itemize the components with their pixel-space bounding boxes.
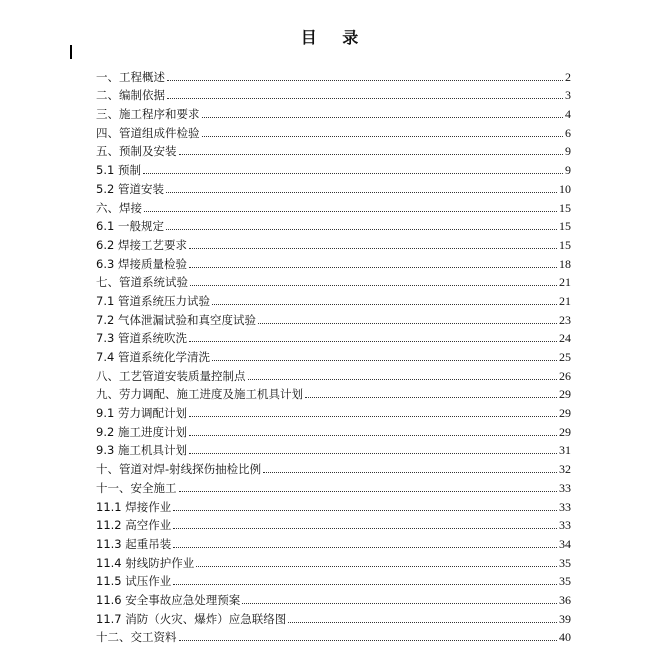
toc-entry-title: 五、预制及安装: [96, 144, 177, 159]
dot-leader: [242, 603, 557, 604]
dot-leader: [196, 566, 557, 567]
toc-entry-page-number: 34: [559, 536, 571, 551]
dot-leader: [173, 547, 557, 548]
toc-entry-page-number: 35: [559, 574, 571, 589]
toc-entry-page-number: 29: [559, 387, 571, 402]
toc-entry-page-number: 32: [559, 462, 571, 477]
toc-entry-page-number: 6: [565, 125, 571, 140]
toc-entry[interactable]: [96, 252, 571, 271]
dot-leader: [305, 397, 557, 398]
toc-entry-page-number: 23: [559, 312, 571, 327]
toc-entry-page-number: 2: [565, 69, 571, 84]
toc-entry-title: 7.1 管道系统压力试验: [96, 293, 210, 308]
toc-entry-title: 四、管道组成件检验: [96, 125, 200, 140]
toc-entry-title: 6.2 焊接工艺要求: [96, 237, 187, 252]
toc-entry-page-number: 21: [559, 293, 571, 308]
toc-entry[interactable]: [96, 532, 571, 551]
dot-leader: [202, 117, 564, 118]
toc-entry-page-number: 26: [559, 368, 571, 383]
toc-entry[interactable]: [96, 457, 571, 476]
toc-entry-title: 11.7 消防（火灾、爆炸）应急联络图: [96, 611, 287, 626]
toc-entry-title: 三、施工程序和要求: [96, 107, 200, 122]
toc-entry-title: 6.1 一般规定: [96, 219, 164, 234]
toc-entry-title: 11.2 高空作业: [96, 518, 172, 533]
dot-leader: [212, 360, 557, 361]
toc-entry-title: 十二、交工资料: [96, 630, 177, 645]
toc-entry-title: 十一、安全施工: [96, 480, 177, 495]
dot-leader: [167, 80, 563, 81]
toc-entry[interactable]: [96, 215, 571, 234]
toc-entry-title: 十、管道对焊-射线探伤抽检比例: [96, 462, 262, 477]
toc-entry-title: 八、工艺管道安装质量控制点: [96, 368, 246, 383]
toc-entry[interactable]: [96, 308, 571, 327]
table-of-contents: [96, 65, 571, 644]
toc-entry-page-number: 33: [559, 499, 571, 514]
toc-entry-title: 9.1 劳力调配计划: [96, 406, 187, 421]
dot-leader: [190, 285, 557, 286]
dot-leader: [166, 192, 557, 193]
toc-entry-title: 7.4 管道系统化学清洗: [96, 350, 210, 364]
toc-entry-page-number: 29: [559, 406, 571, 421]
toc-entry[interactable]: [96, 121, 571, 140]
toc-entry[interactable]: [96, 495, 571, 514]
toc-entry[interactable]: [96, 420, 571, 439]
dot-leader: [212, 304, 557, 305]
toc-entry[interactable]: [96, 84, 571, 103]
dot-leader: [189, 416, 557, 417]
toc-entry-title: 9.2 施工进度计划: [96, 424, 187, 439]
toc-entry-page-number: 3: [565, 88, 571, 103]
dot-leader: [173, 510, 557, 511]
toc-entry-title: 一、工程概述: [96, 69, 165, 84]
toc-entry[interactable]: [96, 570, 571, 589]
dot-leader: [189, 267, 557, 268]
dot-leader: [173, 528, 557, 529]
dot-leader: [248, 379, 558, 380]
dot-leader: [189, 453, 557, 454]
toc-entry[interactable]: [96, 177, 571, 196]
toc-entry-page-number: 15: [559, 219, 571, 234]
toc-entry-title: 6.3 焊接质量检验: [96, 256, 187, 271]
toc-entry[interactable]: [96, 158, 571, 177]
toc-entry-title: 11.5 试压作业: [96, 574, 172, 589]
toc-entry-page-number: 18: [559, 256, 571, 271]
toc-entry-page-number: 36: [559, 592, 571, 607]
toc-entry[interactable]: [96, 364, 571, 383]
toc-entry-page-number: 15: [559, 237, 571, 252]
toc-entry-page-number: 24: [559, 331, 571, 346]
toc-entry-title: 7.3 管道系统吹洗: [96, 331, 187, 346]
toc-entry-page-number: 33: [559, 480, 571, 495]
dot-leader: [258, 323, 557, 324]
toc-entry[interactable]: [96, 607, 571, 626]
toc-entry-page-number: 25: [559, 350, 571, 364]
toc-entry-title: 5.1 预制: [96, 163, 141, 178]
toc-entry[interactable]: [96, 401, 571, 420]
toc-entry[interactable]: [96, 476, 571, 495]
toc-title: 目 录: [300, 28, 369, 47]
toc-entry-title: 11.1 焊接作业: [96, 499, 172, 514]
dot-leader: [179, 154, 564, 155]
toc-entry-page-number: 40: [559, 630, 571, 645]
toc-entry-title: 二、编制依据: [96, 88, 165, 103]
toc-entry[interactable]: [96, 271, 571, 290]
toc-entry[interactable]: [96, 588, 571, 607]
dot-leader: [173, 584, 557, 585]
toc-entry-page-number: 33: [559, 518, 571, 533]
dot-leader: [189, 435, 557, 436]
dot-leader: [167, 98, 563, 99]
toc-entry-page-number: 9: [565, 163, 571, 178]
toc-entry[interactable]: [96, 626, 571, 645]
dot-leader: [288, 622, 557, 623]
toc-entry[interactable]: [96, 439, 571, 458]
toc-entry[interactable]: [96, 233, 571, 252]
toc-entry-page-number: 10: [559, 181, 571, 196]
toc-entry-page-number: 39: [559, 611, 571, 626]
toc-entry-title: 11.3 起重吊装: [96, 536, 172, 551]
toc-entry[interactable]: [96, 65, 571, 84]
toc-entry-page-number: 21: [559, 275, 571, 290]
toc-entry-title: 9.3 施工机具计划: [96, 443, 187, 458]
dot-leader: [179, 491, 558, 492]
dot-leader: [144, 211, 557, 212]
dot-leader: [166, 229, 557, 230]
toc-entry[interactable]: [96, 289, 571, 308]
dot-leader: [202, 136, 564, 137]
toc-entry-page-number: 4: [565, 107, 571, 122]
dot-leader: [263, 472, 557, 473]
toc-entry[interactable]: [96, 102, 571, 121]
toc-entry-page-number: 35: [559, 555, 571, 570]
toc-entry[interactable]: [96, 345, 571, 364]
toc-entry[interactable]: [96, 383, 571, 402]
toc-entry-page-number: 15: [559, 200, 571, 215]
toc-entry-title: 六、焊接: [96, 200, 142, 215]
text-cursor: [70, 45, 72, 59]
toc-entry-page-number: 9: [565, 144, 571, 159]
toc-entry-title: 七、管道系统试验: [96, 275, 188, 290]
toc-entry[interactable]: [96, 551, 571, 570]
toc-entry[interactable]: [96, 514, 571, 533]
toc-entry-page-number: 29: [559, 424, 571, 439]
dot-leader: [143, 173, 563, 174]
toc-entry[interactable]: [96, 327, 571, 346]
dot-leader: [189, 248, 557, 249]
toc-entry-title: 九、劳力调配、施工进度及施工机具计划: [96, 387, 303, 402]
dot-leader: [189, 341, 557, 342]
toc-entry-title: 11.6 安全事故应急处理预案: [96, 592, 241, 607]
dot-leader: [179, 640, 558, 641]
toc-entry[interactable]: [96, 196, 571, 215]
toc-entry[interactable]: [96, 140, 571, 159]
toc-entry-title: 11.4 射线防护作业: [96, 555, 195, 570]
toc-entry-title: 7.2 气体泄漏试验和真空度试验: [96, 312, 256, 327]
toc-entry-title: 5.2 管道安装: [96, 181, 164, 196]
toc-entry-page-number: 31: [559, 443, 571, 458]
